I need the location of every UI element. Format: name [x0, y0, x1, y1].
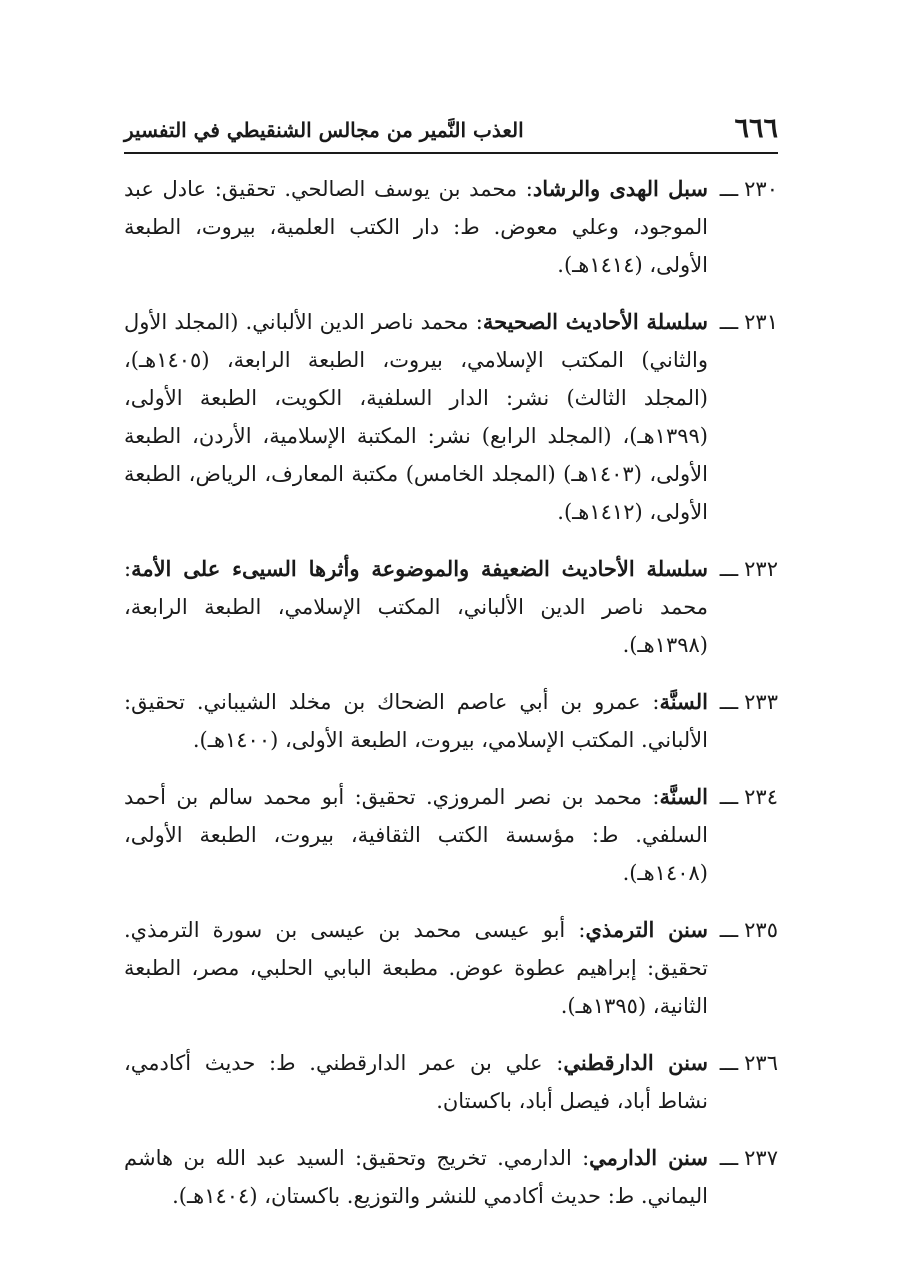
entry-text: : محمد ناصر الدين الألباني. (المجلد الأول والثاني) المكتب الإسلامي، بيروت، الطبعة الرابعة، (١٤٠٥هـ)، (المجلد الثالث) نشر: الدار السلفية، الكويت، الطبعة الأولى، (١٣٩٩هـ)، (المجلد الرابع) نشر: المكتبة الإسلامية، الأردن، الطبعة الأولى، (١٤٠٣هـ) (المجلد الخامس) مكتبة المعارف، الرياض، الطبعة الأولى، (١٤١٢هـ).	[124, 310, 708, 524]
entry-number	[712, 550, 778, 588]
entry-title: سنن الدارمي	[589, 1145, 708, 1170]
entry-number	[712, 170, 778, 208]
entry-dash: ـــ	[719, 785, 739, 809]
entry-title: سنن الدارقطني	[563, 1050, 708, 1075]
bibliography-entry	[124, 1044, 778, 1120]
entry-text: : محمد بن يوسف الصالحي. تحقيق: عادل عبد الموجود، وعلي معوض. ط: دار الكتب العلمية، بيروت، الطبعة الأولى، (١٤١٤هـ).	[124, 177, 708, 277]
bibliography-entry	[124, 778, 778, 892]
entry-number	[712, 1139, 778, 1177]
entry-number-value: ٢٣٦	[744, 1051, 778, 1075]
entry-dash: ـــ	[719, 310, 739, 334]
entry-number-value: ٢٣٣	[744, 690, 778, 714]
bibliography-entry	[124, 170, 778, 284]
entry-number	[712, 911, 778, 949]
bibliography-entry	[124, 303, 778, 531]
entry-text: : محمد ناصر الدين الألباني، المكتب الإسلامي، الطبعة الرابعة، (١٣٩٨هـ).	[124, 557, 708, 657]
bibliography-entry	[124, 683, 778, 759]
entry-text: : علي بن عمر الدارقطني. ط: حديث أكادمي، نشاط أباد، فيصل أباد، باكستان.	[124, 1051, 708, 1113]
entry-number	[712, 303, 778, 341]
entry-number-value: ٢٣٢	[744, 557, 778, 581]
page-number: ٦٦٦	[734, 113, 778, 144]
entry-number-value: ٢٣٥	[744, 918, 778, 942]
entry-dash: ـــ	[719, 177, 739, 201]
bibliography-list	[124, 170, 778, 1234]
bibliography-entry	[124, 550, 778, 664]
entry-dash: ـــ	[719, 918, 739, 942]
bibliography-entry	[124, 1139, 778, 1215]
entry-number	[712, 683, 778, 721]
entry-title: سلسلة الأحاديث الصحيحة	[482, 309, 708, 334]
entry-title: السنَّة	[659, 689, 708, 714]
entry-title: سنن الترمذي	[585, 917, 708, 942]
entry-text: : عمرو بن أبي عاصم الضحاك بن مخلد الشيباني. تحقيق: الألباني. المكتب الإسلامي، بيروت، الطبعة الأولى، (١٤٠٠هـ).	[124, 690, 708, 752]
entry-number-value: ٢٣٧	[744, 1146, 778, 1170]
entry-text: : محمد بن نصر المروزي. تحقيق: أبو محمد سالم بن أحمد السلفي. ط: مؤسسة الكتب الثقافية، بيروت، الطبعة الأولى، (١٤٠٨هـ).	[124, 785, 708, 885]
entry-number-value: ٢٣٠	[744, 177, 778, 201]
entry-number-value: ٢٣١	[744, 310, 778, 334]
entry-title: سبل الهدى والرشاد	[532, 176, 709, 201]
entry-dash: ـــ	[719, 690, 739, 714]
entry-text: : أبو عيسى محمد بن عيسى بن سورة الترمذي. تحقيق: إبراهيم عطوة عوض. مطبعة البابي الحلبي، مصر، الطبعة الثانية، (١٣٩٥هـ).	[124, 918, 708, 1018]
entry-dash: ـــ	[719, 557, 739, 581]
entry-dash: ـــ	[719, 1146, 739, 1170]
entry-number	[712, 778, 778, 816]
entry-text: : الدارمي. تخريج وتحقيق: السيد عبد الله بن هاشم اليماني. ط: حديث أكادمي للنشر والتوزيع. باكستان، (١٤٠٤هـ).	[124, 1146, 708, 1208]
entry-dash: ـــ	[719, 1051, 739, 1075]
entry-number-value: ٢٣٤	[744, 785, 778, 809]
running-header	[124, 96, 778, 154]
bibliography-entry	[124, 911, 778, 1025]
entry-number	[712, 1044, 778, 1082]
entry-title: السنَّة	[659, 784, 708, 809]
book-title: العذب النَّمير من مجالس الشنقيطي في التفسير	[124, 118, 524, 142]
entry-title: سلسلة الأحاديث الضعيفة والموضوعة وأثرها السيىء على الأمة	[131, 556, 708, 581]
